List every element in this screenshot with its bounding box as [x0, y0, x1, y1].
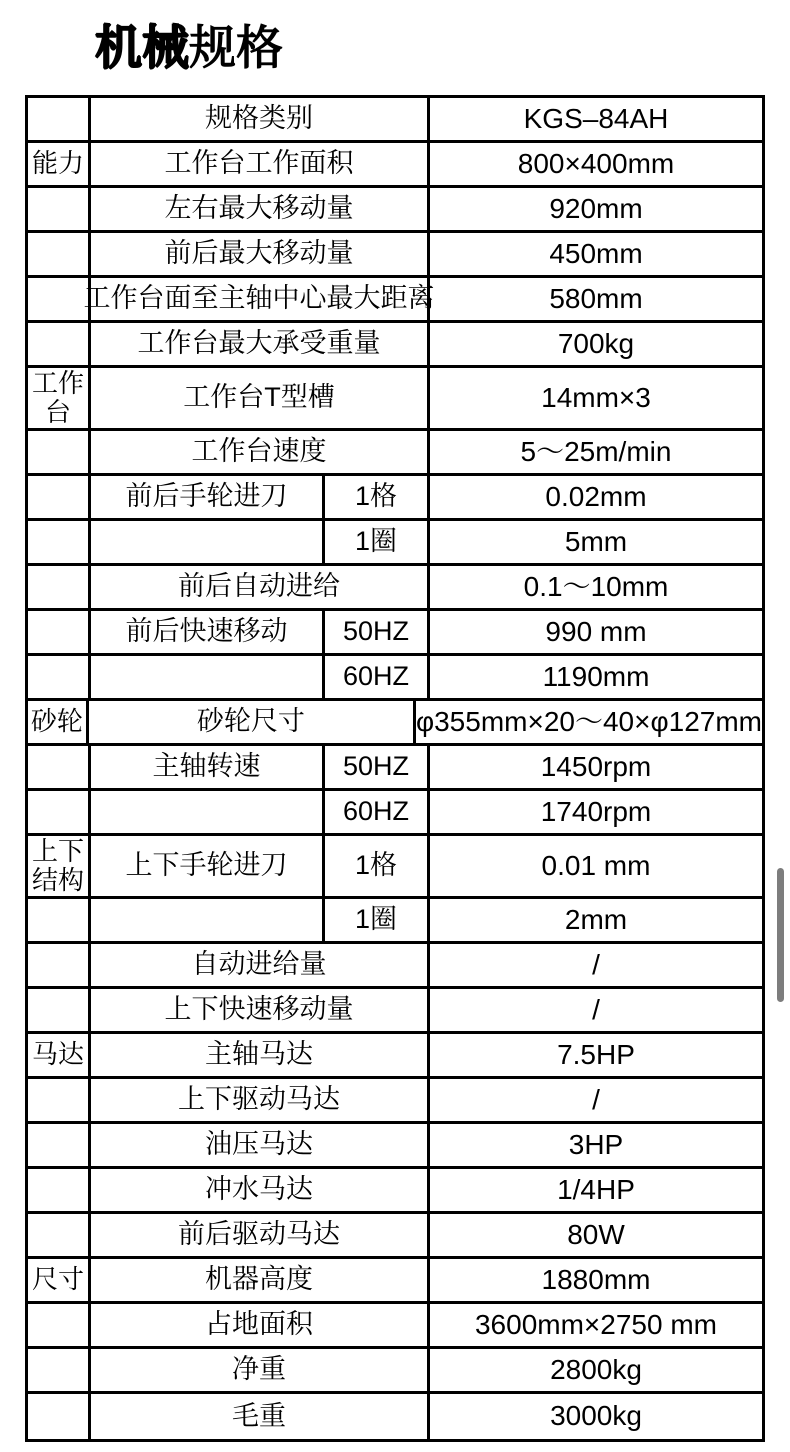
table-row — [28, 1124, 762, 1169]
label-cell: 上下快速移动量 — [91, 989, 430, 1031]
category-cell — [28, 611, 91, 653]
label-cell: 占地面积 — [91, 1304, 430, 1346]
value-cell: 2mm — [564, 903, 628, 935]
label-cell: 工作台T型槽 — [91, 368, 430, 428]
sublabel-cell: 1圈 — [325, 521, 430, 563]
table-row — [28, 143, 762, 188]
category-cell — [28, 233, 91, 275]
category-cell — [28, 431, 91, 473]
category-cell — [28, 98, 91, 140]
table-row — [28, 188, 762, 233]
table-row — [28, 1349, 762, 1394]
category-cell — [28, 521, 91, 563]
table-row — [28, 566, 762, 611]
label-cell: 上下手轮进刀 — [91, 836, 325, 896]
label-cell — [91, 521, 325, 563]
table-row — [28, 791, 762, 836]
category-cell — [28, 944, 91, 986]
label-cell: 前后快速移动 — [91, 611, 325, 653]
table-row — [28, 944, 762, 989]
category-cell: 工作台 — [28, 368, 91, 428]
category-cell: 能力 — [28, 143, 91, 185]
sublabel-cell: 60HZ — [325, 791, 430, 833]
table-row — [28, 746, 762, 791]
table-row — [28, 1079, 762, 1124]
label-cell: 工作台工作面积 — [91, 143, 430, 185]
label-cell: 冲水马达 — [91, 1169, 430, 1211]
value-cell: 14mm×3 — [541, 381, 651, 413]
value-cell: 3HP — [568, 1128, 624, 1160]
category-cell — [28, 476, 91, 518]
label-cell: 机器高度 — [91, 1259, 430, 1301]
sublabel-cell: 60HZ — [325, 656, 430, 698]
value-cell: / — [592, 1083, 600, 1115]
table-row — [28, 431, 762, 476]
label-cell: 前后手轮进刀 — [91, 476, 325, 518]
table-row — [28, 368, 762, 431]
label-cell: 主轴转速 — [91, 746, 325, 788]
value-cell: 5～25m/min — [520, 435, 672, 467]
category-cell — [28, 188, 91, 230]
category-cell — [28, 1349, 91, 1391]
value-cell: 1/4HP — [557, 1173, 635, 1205]
value-cell: 0.1～10mm — [523, 570, 669, 602]
category-cell — [28, 1214, 91, 1256]
category-cell — [28, 989, 91, 1031]
sublabel-cell: 50HZ — [325, 611, 430, 653]
category-cell: 马达 — [28, 1034, 91, 1076]
sublabel-cell: 50HZ — [325, 746, 430, 788]
label-cell: 前后驱动马达 — [91, 1214, 430, 1256]
label-cell: 上下驱动马达 — [91, 1079, 430, 1121]
table-row — [28, 1304, 762, 1349]
value-cell: 3000kg — [550, 1400, 642, 1432]
table-row — [28, 611, 762, 656]
label-cell: 工作台面至主轴中心最大距离 — [91, 278, 430, 320]
label-cell: 自动进给量 — [91, 944, 430, 986]
value-cell: KGS–84AH — [523, 102, 669, 134]
value-cell: 800×400mm — [517, 147, 675, 179]
category-cell — [28, 746, 91, 788]
table-row — [28, 701, 762, 746]
label-cell: 油压马达 — [91, 1124, 430, 1166]
value-cell: / — [592, 993, 600, 1025]
table-row — [28, 899, 762, 944]
value-cell: 1880mm — [541, 1263, 651, 1295]
category-cell: 上下结构 — [28, 836, 91, 896]
value-cell: 3600mm×2750 mm — [474, 1308, 717, 1340]
table-row — [28, 1034, 762, 1079]
value-cell: 1190mm — [542, 660, 650, 692]
label-cell: 主轴马达 — [91, 1034, 430, 1076]
value-cell: 700kg — [557, 327, 635, 359]
category-cell — [28, 1394, 91, 1439]
table-row — [28, 521, 762, 566]
table-row — [28, 476, 762, 521]
category-cell — [28, 278, 91, 320]
category-cell — [28, 791, 91, 833]
category-cell — [28, 323, 91, 365]
label-cell: 净重 — [91, 1349, 430, 1391]
table-row — [28, 1394, 762, 1439]
table-row — [28, 989, 762, 1034]
label-cell: 毛重 — [91, 1394, 430, 1439]
table-row — [28, 1214, 762, 1259]
category-cell — [28, 1079, 91, 1121]
value-cell: 920mm — [549, 192, 643, 224]
sublabel-cell: 1格 — [325, 836, 430, 896]
value-cell: 0.01 mm — [541, 849, 651, 881]
category-cell — [28, 566, 91, 608]
category-cell: 尺寸 — [28, 1259, 91, 1301]
table-row — [28, 323, 762, 368]
category-cell — [28, 899, 91, 941]
label-cell: 工作台速度 — [91, 431, 430, 473]
value-cell: 2800kg — [550, 1353, 642, 1385]
value-cell: 1740rpm — [540, 795, 652, 827]
value-cell: 990 mm — [545, 615, 647, 647]
scrollbar-thumb[interactable] — [777, 868, 784, 1002]
label-cell — [91, 656, 325, 698]
category-cell — [28, 1169, 91, 1211]
table-row — [28, 278, 762, 323]
value-cell: 5mm — [564, 525, 628, 557]
value-cell: / — [592, 948, 600, 980]
table-row — [28, 233, 762, 278]
value-cell: 0.02mm — [545, 480, 647, 512]
label-cell: 工作台最大承受重量 — [91, 323, 430, 365]
page-title-part1: 机械 — [95, 21, 189, 74]
sublabel-cell: 1格 — [325, 476, 430, 518]
value-cell: 580mm — [549, 282, 643, 314]
category-cell: 砂轮 — [28, 701, 89, 743]
label-cell: 前后自动进给 — [91, 566, 430, 608]
label-cell: 前后最大移动量 — [91, 233, 430, 275]
label-cell: 左右最大移动量 — [91, 188, 430, 230]
spec-table — [25, 95, 765, 1442]
category-cell — [28, 656, 91, 698]
sublabel-cell: 1圈 — [325, 899, 430, 941]
table-row — [28, 656, 762, 701]
page-title — [95, 22, 283, 74]
label-cell — [91, 899, 325, 941]
value-cell: 7.5HP — [557, 1038, 635, 1070]
category-cell — [28, 1124, 91, 1166]
table-row — [28, 1259, 762, 1304]
page-title-part2: 规格 — [189, 21, 283, 74]
value-cell: φ355mm×20～40×φ127mm — [415, 705, 762, 737]
value-cell: 450mm — [549, 237, 643, 269]
table-row — [28, 98, 762, 143]
category-cell — [28, 1304, 91, 1346]
label-cell — [91, 791, 325, 833]
table-row — [28, 836, 762, 899]
value-cell: 1450rpm — [540, 750, 652, 782]
table-row — [28, 1169, 762, 1214]
label-cell: 砂轮尺寸 — [89, 701, 416, 743]
label-cell: 规格类别 — [91, 98, 430, 140]
value-cell: 80W — [567, 1218, 625, 1250]
